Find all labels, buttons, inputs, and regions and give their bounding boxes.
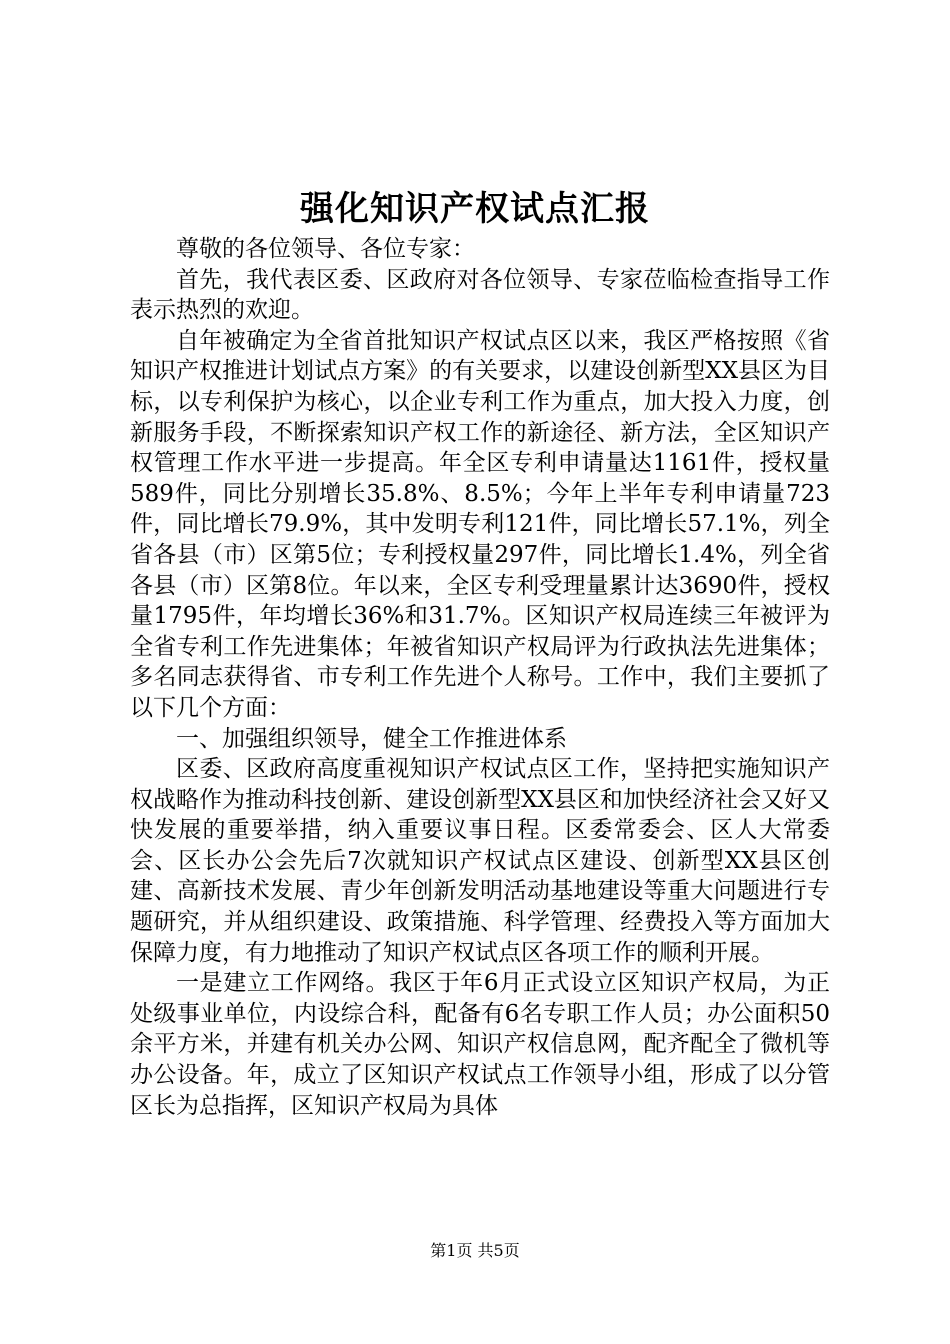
welcome-paragraph: 首先，我代表区委、区政府对各位领导、专家莅临检查指导工作表示热烈的欢迎。 <box>130 266 830 324</box>
document-title: 强化知识产权试点汇报 <box>300 189 650 229</box>
section-heading: 一、加强组织领导，健全工作推进体系 <box>176 725 567 752</box>
page-number-footer: 第1页 共5页 <box>430 1241 520 1260</box>
work-network-paragraph: 一是建立工作网络。我区于年6月正式设立区知识产权局，为正处级事业单位，内设综合科，配备有6名专职工作人员；办公面积50余平方米，并建有机关办公网、知识产权信息网，配齐配全了微机等办公设备。年，成立了区知识产权试点工作领导小组，形成了以分管区长为总指挥，区知识产权局为具体 <box>130 970 830 1119</box>
document-body <box>130 234 830 1121</box>
overview-paragraph: 自年被确定为全省首批知识产权试点区以来，我区严格按照《省知识产权推进计划试点方案》的有关要求，以建设创新型XX县区为目标，以专利保护为核心，以企业专利工作为重点，加大投入力度，创新服务手段，不断探索知识产权工作的新途径、新方法，全区知识产权管理工作水平进一步提高。年全区专利申请量达1161件，授权量589件，同比分别增长35.8%、8.5%；今年上半年专利申请量723件，同比增长79.9%，其中发明专利121件，同比增长57.1%，列全省各县（市）区第5位；专利授权量297件，同比增长1.4%，列全省各县（市）区第8位。年以来，全区专利受理量累计达3690件，授权量1795件，年均增长36%和31.7%。区知识产权局连续三年被评为全省专利工作先进集体；年被省知识产权局评为行政执法先进集体；多名同志获得省、市专利工作先进个人称号。工作中，我们主要抓了以下几个方面： <box>130 327 830 721</box>
salutation-paragraph: 尊敬的各位领导、各位专家： <box>176 236 475 262</box>
section-body-paragraph: 区委、区政府高度重视知识产权试点区工作，坚持把实施知识产权战略作为推动科技创新、建设创新型XX县区和加快经济社会又好又快发展的重要举措，纳入重要议事日程。区委常委会、区人大常委会、区长办公会先后7次就知识产权试点区建设、创新型XX县区创建、高新技术发展、青少年创新发明活动基地建设等重大问题进行专题研究，并从组织建设、政策措施、科学管理、经费投入等方面加大保障力度，有力地推动了知识产权试点区各项工作的顺利开展。 <box>130 756 830 966</box>
